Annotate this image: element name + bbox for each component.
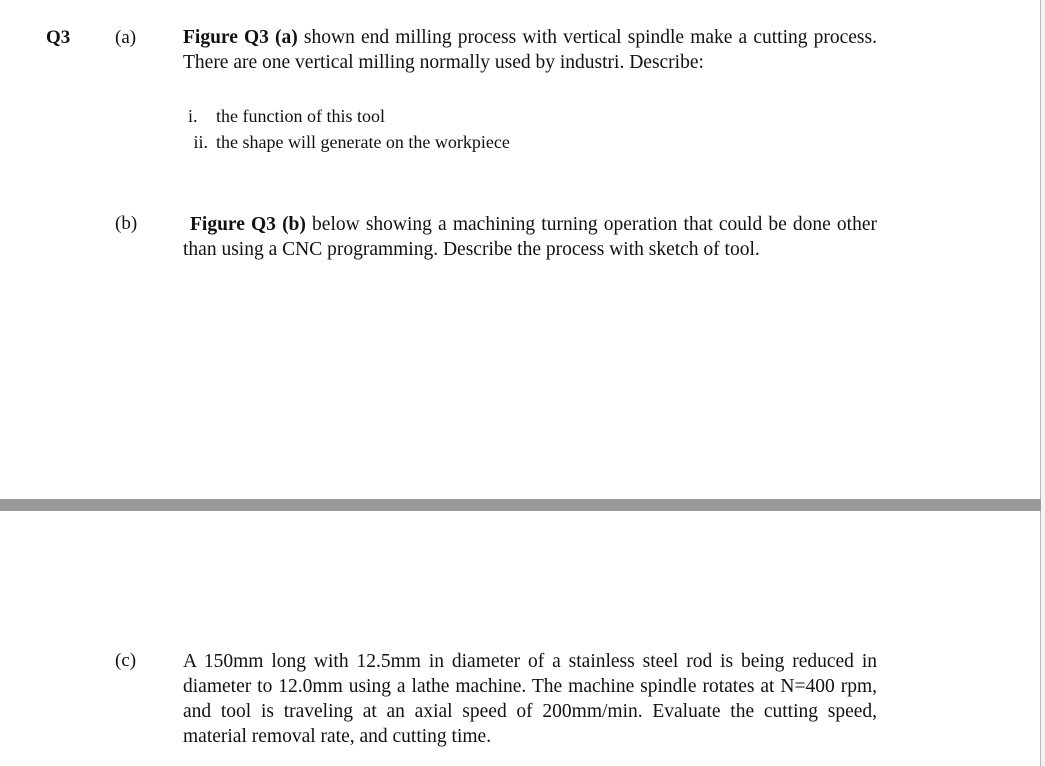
- page-bottom: [0, 511, 1041, 766]
- part-a-item-1-text: the function of this tool: [216, 106, 385, 126]
- part-c-label: (c): [115, 650, 137, 671]
- part-a-text: [183, 25, 877, 75]
- part-b-label: (b): [115, 213, 138, 234]
- part-a-figure-ref: Figure Q3 (a): [183, 27, 298, 48]
- part-a-item-1: [172, 104, 385, 128]
- part-b-figure-ref: Figure Q3 (b): [190, 214, 306, 235]
- part-a-item-2-num: ii.: [193, 132, 208, 152]
- right-edge-strip: [1041, 0, 1045, 766]
- part-a-item-2-text: the shape will generate on the workpiece: [216, 132, 510, 152]
- part-b-body: below showing a machining turning operation that could be done other than using a CNC programming. Describe the process with sketch of tool.: [183, 214, 877, 260]
- question-number: Q3: [46, 27, 71, 48]
- part-b-text: [183, 212, 877, 262]
- part-a-item-2: [172, 130, 510, 154]
- part-a-label: (a): [115, 27, 137, 48]
- part-a-item-1-num: i.: [188, 106, 198, 126]
- part-a-body: shown end milling process with vertical spindle make a cutting process. There are one vertical milling normally used by industri. Describe:: [183, 27, 877, 73]
- page-break-gap: [0, 499, 1045, 511]
- part-c-text: A 150mm long with 12.5mm in diameter of a stainless steel rod is being reduced in diameter to 12.0mm using a lathe machine. The machine spindle rotates at N=400 rpm, and tool is traveling at an axial speed of 200mm/min. Evaluate the cutting speed, material removal rate, and cutting time.: [183, 651, 877, 747]
